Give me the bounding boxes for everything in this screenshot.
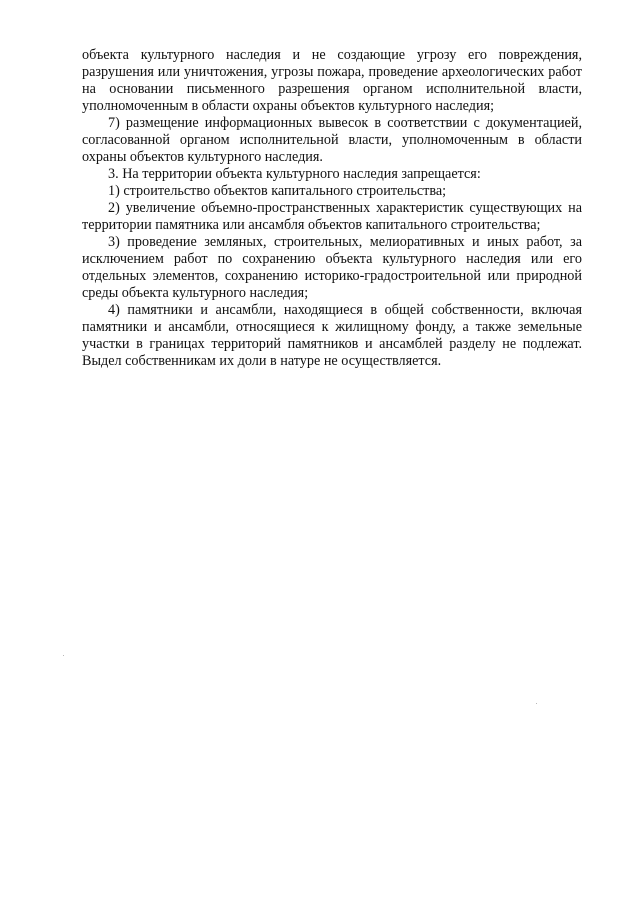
paragraph-item-3: 3) проведение земляных, строительных, мелиоративных и иных работ, за исключением работ по сохранению объекта культурного наследия или его отдельных элементов, сохранению историко-градостроительной или природной среды объекта культурного наследия; bbox=[82, 234, 582, 301]
paragraph-item-1: 1) строительство объектов капитального строительства; bbox=[108, 183, 447, 199]
scan-speck bbox=[536, 703, 537, 704]
scan-speck bbox=[63, 655, 64, 656]
paragraph-section-3-heading: 3. На территории объекта культурного наследия запрещается: bbox=[108, 166, 481, 182]
paragraph-item-4: 4) памятники и ансамбли, находящиеся в общей собственности, включая памятники и ансамбли, относящиеся к жилищному фонду, а также земельные участки в границах территорий памятников и ансамблей разделу не подлежат. Выдел собственникам их доли в натуре не осуществляется. bbox=[82, 302, 582, 369]
paragraph-continuation: объекта культурного наследия и не создающие угрозу его повреждения, разрушения или уничтожения, угрозы пожара, проведение археологических работ на основании письменного разрешения органом исполнительной власти, уполномоченным в области охраны объектов культурного наследия; bbox=[82, 47, 582, 114]
paragraph-item-7: 7) размещение информационных вывесок в соответствии с документацией, согласованной органом исполнительной власти, уполномоченным в области охраны объектов культурного наследия. bbox=[82, 115, 582, 165]
document-page bbox=[82, 47, 582, 370]
paragraph-item-2: 2) увеличение объемно-пространственных характеристик существующих на территории памятника или ансамбля объектов капитального строительства; bbox=[82, 200, 582, 233]
